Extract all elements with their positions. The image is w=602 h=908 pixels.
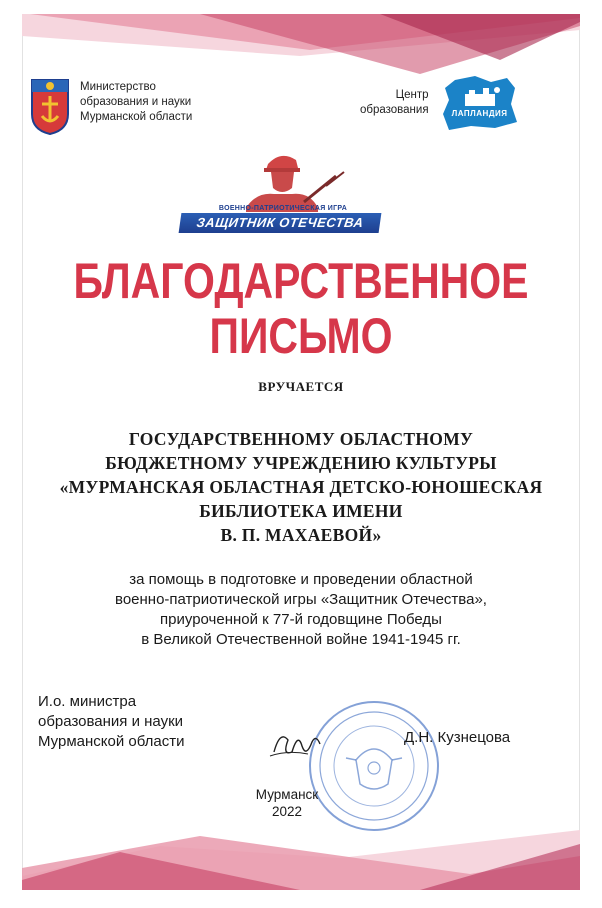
reason-line: в Великой Отечественной войне 1941-1945 гг. xyxy=(141,631,461,648)
recipient-line: БЮДЖЕТНОМУ УЧРЕЖДЕНИЮ КУЛЬТУРЫ xyxy=(105,453,497,473)
reason-line: за помощь в подготовке и проведении областной xyxy=(129,571,473,588)
recipient-line: БИБЛИОТЕКА ИМЕНИ xyxy=(199,501,403,521)
center-line: Центр xyxy=(395,89,429,101)
ministry-line: Мурманской области xyxy=(80,111,193,123)
game-name-banner: ЗАЩИТНИК ОТЕЧЕСТВА xyxy=(179,213,382,233)
recipient-line: В. П. МАХАЕВОЙ» xyxy=(220,525,382,545)
signer-position-line: И.о. министра xyxy=(38,693,137,710)
document-title-line1: БЛАГОДАРСТВЕННОЕ xyxy=(73,253,529,309)
ministry-line: Министерство xyxy=(80,81,156,93)
reason-line: приуроченной к 77-й годовщине Победы xyxy=(160,611,442,628)
ministry-name xyxy=(80,80,192,125)
laplandia-logo-icon xyxy=(435,74,521,132)
ministry-header xyxy=(30,74,192,136)
center-line: образования xyxy=(360,104,429,116)
education-center-name xyxy=(360,88,429,118)
signer-position xyxy=(38,692,185,752)
recipient-line: ГОСУДАРСТВЕННОМУ ОБЛАСТНОМУ xyxy=(128,429,474,449)
document-title-line2: ПИСЬМО xyxy=(209,308,393,364)
recipient-line: «МУРМАНСКАЯ ОБЛАСТНАЯ ДЕТСКО-ЮНОШЕСКАЯ xyxy=(59,477,543,497)
city: Мурманск xyxy=(255,787,319,802)
signer-position-line: образования и науки xyxy=(38,713,184,730)
game-subtitle: ВОЕННО-ПАТРИОТИЧЕСКАЯ ИГРА xyxy=(218,205,348,212)
signature-icon xyxy=(268,722,324,764)
reason-line: военно-патриотической игры «Защитник Отечества», xyxy=(115,591,487,608)
place-and-year xyxy=(252,786,322,820)
laplandia-label: ЛАПЛАНДИЯ xyxy=(449,108,511,120)
education-center-header xyxy=(360,74,521,132)
official-seal-icon xyxy=(306,698,442,834)
award-reason xyxy=(0,570,602,650)
signer-position-line: Мурманской области xyxy=(38,733,185,750)
ministry-line: образования и науки xyxy=(80,96,192,108)
coat-of-arms-icon xyxy=(30,74,70,136)
recipient-name xyxy=(0,427,602,547)
signer-name: Д.Н. Кузнецова xyxy=(404,729,511,746)
awarded-label: ВРУЧАЕТСЯ xyxy=(258,379,344,394)
year: 2022 xyxy=(271,804,303,819)
